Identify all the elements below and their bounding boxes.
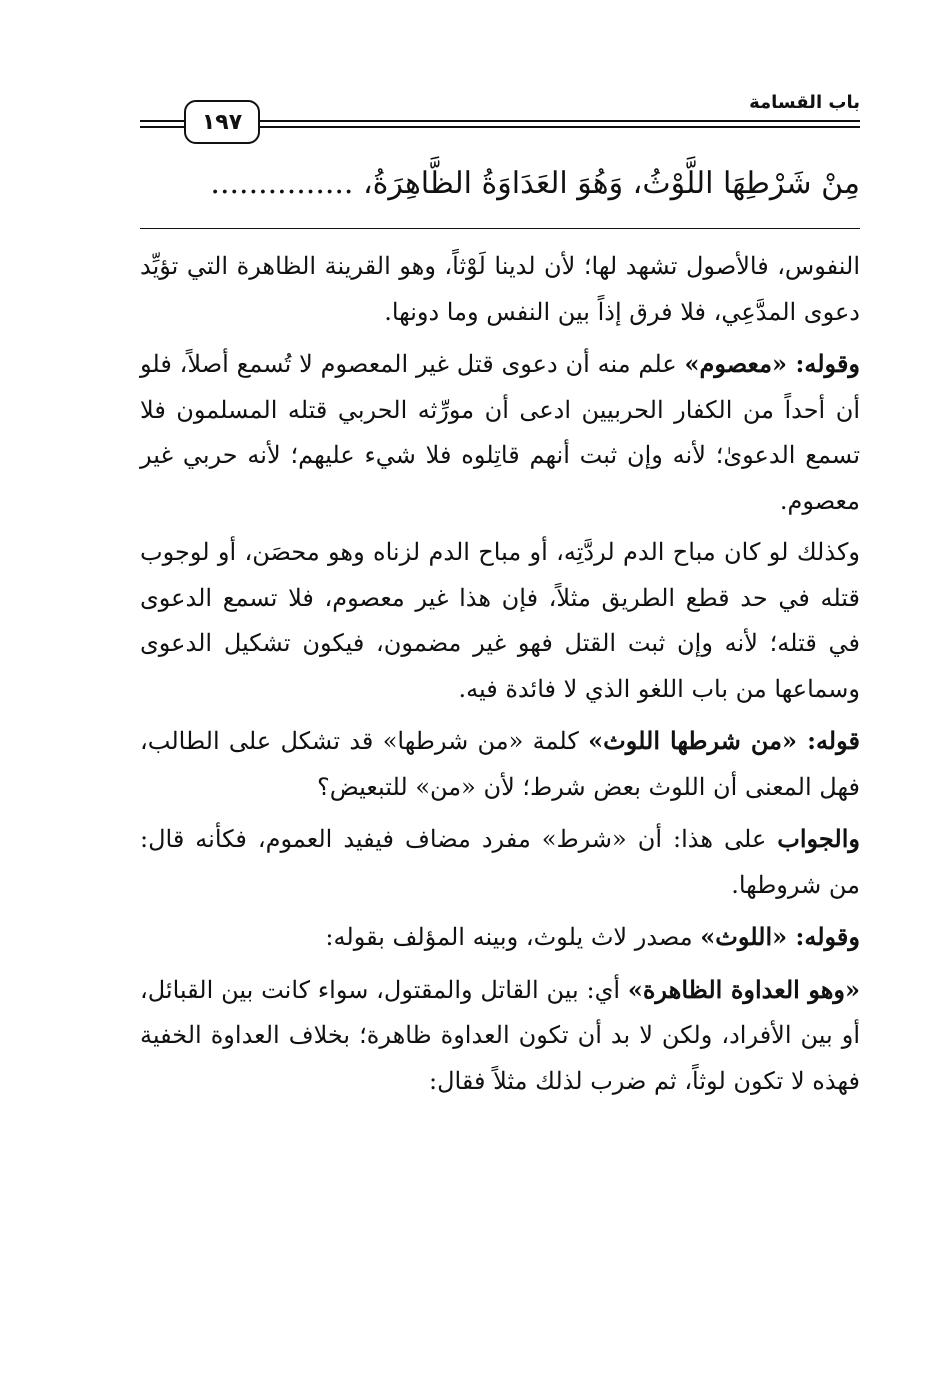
paragraph-text: على هذا: أن «شرط» مفرد مضاف فيفيد العموم، فكأنه قال: من شروطها. (140, 825, 860, 899)
paragraph-lead: «وهو العداوة الظاهرة» (627, 974, 861, 1004)
paragraph-5 (140, 816, 860, 908)
commentary-body (140, 244, 860, 1110)
paragraph-6 (140, 914, 860, 961)
matn-line: مِنْ شَرْطِهَا اللَّوْثُ، وَهُوَ العَدَاوَةُ الظَّاهِرَةُ، ............... (210, 166, 860, 201)
paragraph-text: النفوس، فالأصول تشهد لها؛ لأن لدينا لَوْثاً، وهو القرينة الظاهرة التي تؤيِّد دعوى المدَّعِي، فلا فرق إذاً بين النفس وما دونها. (140, 252, 860, 326)
paragraph-lead: قوله: «من شرطها اللوث» (588, 726, 860, 755)
paragraph-text: وكذلك لو كان مباح الدم لردَّتِه، أو مباح الدم لزناه وهو محصَن، أو لوجوب قتله في حد قطع الطريق مثلاً، فإن هذا غير معصوم، فلا تسمع الدعوى في قتله؛ لأنه وإن ثبت القتل فهو غير مضمون، فيكون تشكيل الدعوى وسماعها من باب اللغو الذي لا فائدة فيه. (140, 538, 860, 703)
paragraph-text: مصدر لاث يلوث، وبينه المؤلف بقوله: (325, 923, 701, 951)
matn-divider (140, 228, 860, 229)
paragraph-lead: وقوله: «معصوم» (684, 349, 860, 378)
paragraph-lead: وقوله: «اللوث» (700, 922, 860, 951)
paragraph-3 (140, 530, 860, 712)
paragraph-text: كلمة «من شرطها» قد تشكل على الطالب، فهل المعنى أن اللوث بعض شرط؛ لأن «من» للتبعيض؟ (140, 727, 860, 801)
paragraph-lead: والجواب (777, 824, 860, 853)
chapter-title: باب القسامة (741, 92, 860, 113)
paragraph-1 (140, 244, 860, 335)
page-number: ١٩٧ (184, 100, 260, 144)
paragraph-2 (140, 341, 860, 524)
paragraph-4 (140, 718, 860, 810)
paragraph-text: أي: بين القاتل والمقتول، سواء كانت بين القبائل، أو بين الأفراد، ولكن لا بد أن تكون العداوة ظاهرة؛ بخلاف العداوة الخفية فهذه لا تكون لوثاً، ثم ضرب لذلك مثلاً فقال: (140, 975, 860, 1095)
paragraph-7 (140, 967, 860, 1105)
paragraph-text: علم منه أن دعوى قتل غير المعصوم لا تُسمع أصلاً، فلو أن أحداً من الكفار الحربيين ادعى أن مورِّثه الحربي قتله المسلمون فلا تسمع الدعوىٰ؛ لأنه وإن ثبت أنهم قاتِلوه فلا شيء عليهم؛ لأنه حربي غير معصوم. (140, 350, 860, 515)
page-header (140, 92, 860, 140)
